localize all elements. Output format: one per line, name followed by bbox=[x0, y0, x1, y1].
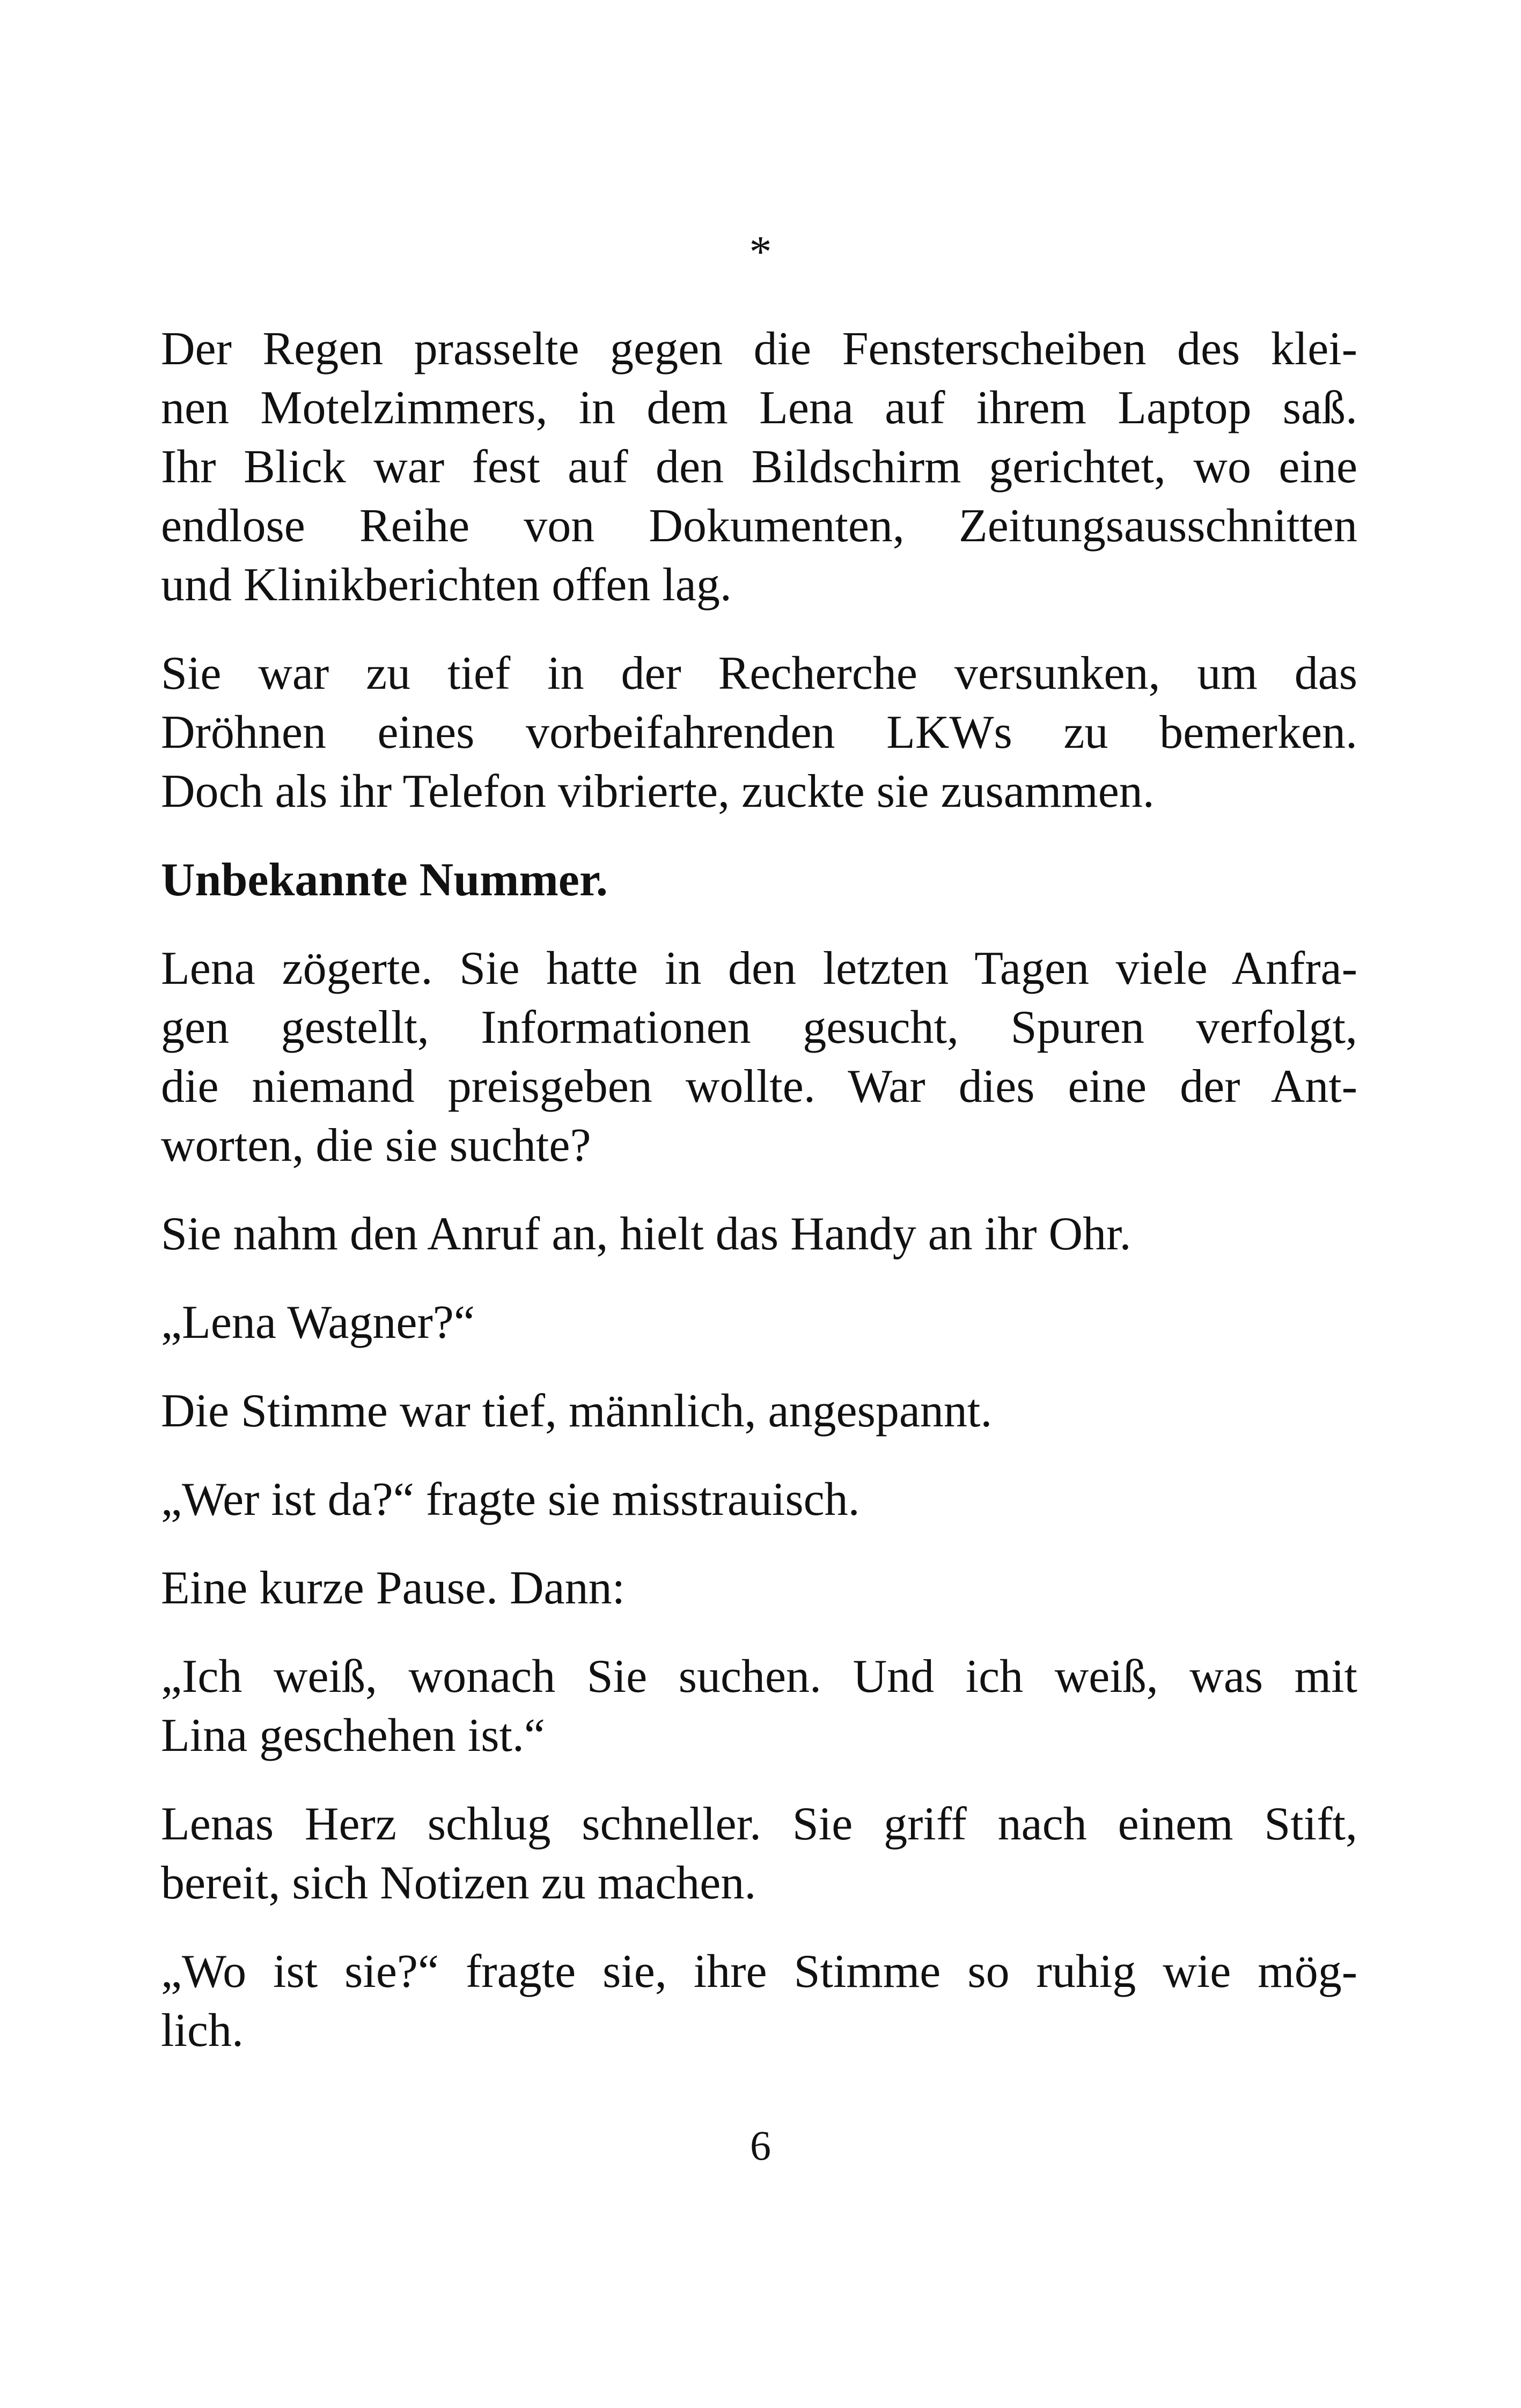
text-line: Ihr Blick war fest auf den Bildschirm gerichtet, wo eine bbox=[161, 441, 1357, 493]
paragraph-8 bbox=[161, 1470, 1357, 1529]
text-line: „Wo ist sie?“ fragte sie, ihre Stimme so ruhig wie mög- bbox=[161, 1946, 1357, 1998]
text-line: endlose Reihe von Dokumenten, Zeitungsausschnitten bbox=[161, 500, 1357, 552]
text-line: Dröhnen eines vorbeifahrenden LKWs zu bemerken. bbox=[161, 706, 1357, 759]
text-line: Unbekannte Nummer. bbox=[161, 854, 608, 906]
paragraph-7 bbox=[161, 1382, 1357, 1441]
page-number: 6 bbox=[750, 2122, 771, 2169]
text-line: Lenas Herz schlug schneller. Sie griff nach einem Stift, bbox=[161, 1798, 1357, 1850]
text-line: Die Stimme war tief, männlich, angespannt. bbox=[161, 1385, 993, 1437]
paragraph-9 bbox=[161, 1559, 1357, 1618]
text-line: bereit, sich Notizen zu machen. bbox=[161, 1857, 756, 1909]
text-line: Sie war zu tief in der Recherche versunken, um das bbox=[161, 647, 1357, 699]
paragraph-2 bbox=[161, 644, 1357, 821]
scene-break-asterisk: * bbox=[749, 227, 772, 277]
paragraph-11 bbox=[161, 1795, 1357, 1913]
text-line: Der Regen prasselte gegen die Fensterscheiben des klei- bbox=[161, 323, 1357, 375]
text-line: „Wer ist da?“ fragte sie misstrauisch. bbox=[161, 1474, 860, 1526]
paragraph-5 bbox=[161, 1205, 1357, 1264]
text-line: Eine kurze Pause. Dann: bbox=[161, 1562, 626, 1614]
paragraph-1 bbox=[161, 320, 1357, 615]
text-line: Sie nahm den Anruf an, hielt das Handy an ihr Ohr. bbox=[161, 1208, 1131, 1260]
paragraph-12 bbox=[161, 1942, 1357, 2060]
text-line: die niemand preisgeben wollte. War dies eine der Ant- bbox=[161, 1061, 1357, 1113]
text-line: „Lena Wagner?“ bbox=[161, 1297, 475, 1349]
text-line: nen Motelzimmers, in dem Lena auf ihrem Laptop saß. bbox=[161, 382, 1357, 434]
text-line: Lena zögerte. Sie hatte in den letzten Tagen viele Anfra- bbox=[161, 942, 1357, 995]
paragraph-10 bbox=[161, 1647, 1357, 1765]
text-line: worten, die sie suchte? bbox=[161, 1120, 591, 1172]
text-line: Lina geschehen ist.“ bbox=[161, 1710, 545, 1762]
body-text bbox=[161, 320, 1357, 2090]
text-line: Doch als ihr Telefon vibrierte, zuckte sie zusammen. bbox=[161, 765, 1155, 818]
text-line: „Ich weiß, wonach Sie suchen. Und ich weiß, was mit bbox=[161, 1651, 1357, 1703]
text-line: und Klinikberichten offen lag. bbox=[161, 559, 732, 611]
paragraph-4 bbox=[161, 939, 1357, 1175]
paragraph-unknown-number-heading bbox=[161, 851, 1357, 910]
text-line: lich. bbox=[161, 2005, 244, 2057]
text-line: gen gestellt, Informationen gesucht, Spuren verfolgt, bbox=[161, 1002, 1357, 1054]
paragraph-6 bbox=[161, 1293, 1357, 1352]
